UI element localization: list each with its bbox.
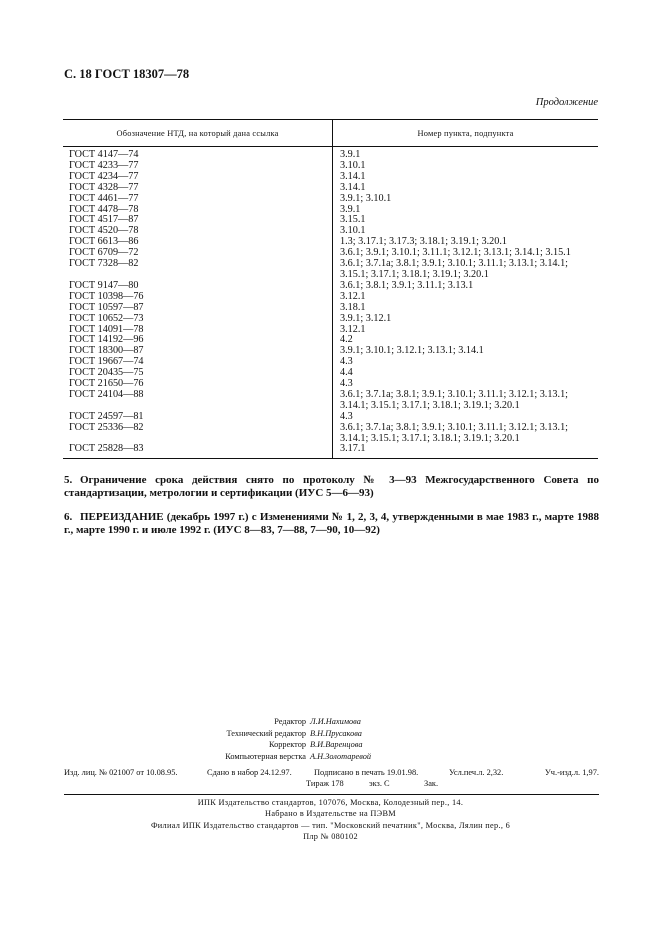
note-text: ПЕРЕИЗДАНИЕ (декабрь 1997 г.) с Изменениями № 1, 2, 3, 4, утвержденными в мае 1983 г., марте 1988 г., марте 1990 г. и июле 1992 г. (ИУС 8—83, 7—88, 7—90, 10—92)	[64, 511, 599, 536]
table-row	[63, 194, 598, 205]
column-header-document: Обозначение НТД, на который дана ссылка	[63, 120, 333, 147]
clause-line: 3.18.1	[340, 301, 366, 313]
print-sheets: Усл.печ.л. 2,32.	[449, 768, 504, 777]
clause-cell	[333, 161, 599, 172]
note-number: 5.	[64, 474, 73, 486]
clause-line: 1.3; 3.17.1; 3.17.3; 3.18.1; 3.19.1; 3.20.1	[340, 236, 507, 248]
credit-role: Технический редактор	[226, 728, 306, 738]
clause-cell	[333, 292, 599, 303]
circulation: Тираж 178	[306, 779, 344, 788]
credit-name: Л.И.Нахимова	[310, 717, 361, 726]
imprint-typesetting: Набрано в Издательстве на ПЭВМ	[265, 809, 396, 819]
license-number: Изд. лиц. № 021007 от 10.08.95.	[64, 768, 178, 777]
clause-cell	[333, 368, 599, 379]
clause-line: 3.15.1	[340, 214, 366, 226]
imprint-printer: Филиал ИПК Издательство стандартов — тип. "Московский печатник", Москва, Лялин пер., 6	[150, 820, 511, 830]
imprint-block	[0, 797, 661, 843]
document-cell: ГОСТ 25336—82	[63, 423, 333, 445]
copies-label: экз. С	[369, 779, 390, 788]
clause-cell	[333, 357, 599, 368]
clause-line: 3.14.1; 3.15.1; 3.17.1; 3.18.1; 3.19.1; 3.20.1	[340, 399, 520, 411]
document-cell: ГОСТ 10597—87	[63, 303, 333, 314]
document-cell: ГОСТ 4461—77	[63, 194, 333, 205]
credit-role: Редактор	[274, 717, 306, 726]
document-cell: ГОСТ 10398—76	[63, 292, 333, 303]
table-row	[63, 314, 598, 325]
document-cell: ГОСТ 4147—74	[63, 147, 333, 161]
document-cell: ГОСТ 14192—96	[63, 335, 333, 346]
column-header-clause: Номер пункта, подпункта	[333, 120, 599, 147]
credit-name: В.И.Варенцова	[310, 740, 363, 750]
credit-role: Компьютерная верстка	[225, 751, 306, 761]
note-number: 6.	[64, 511, 73, 523]
clause-line: 3.14.1	[340, 181, 366, 193]
clause-line: 4.3	[340, 410, 353, 422]
clause-line: 4.4	[340, 367, 353, 379]
credit-name: А.Н.Золотаревой	[310, 751, 371, 761]
document-cell: ГОСТ 14091—78	[63, 325, 333, 336]
table-row	[63, 161, 598, 172]
document-cell: ГОСТ 10652—73	[63, 314, 333, 325]
page-title: С. 18 ГОСТ 18307—78	[64, 67, 190, 81]
clause-line: 3.12.1	[340, 290, 366, 302]
clause-line: 3.14.1	[340, 170, 366, 182]
document-cell: ГОСТ 4520—78	[63, 226, 333, 237]
document-cell: ГОСТ 19667—74	[63, 357, 333, 368]
document-cell: ГОСТ 4517—87	[63, 215, 333, 226]
credit-tech-editor	[0, 728, 661, 740]
credit-role: Корректор	[269, 740, 306, 750]
table-row	[63, 215, 598, 226]
signed-date: Подписано в печать 19.01.98.	[314, 768, 419, 777]
clause-line: 3.14.1; 3.15.1; 3.17.1; 3.18.1; 3.19.1; 3.20.1	[340, 432, 520, 444]
clause-line: 3.10.1	[340, 225, 366, 237]
table-row	[63, 259, 598, 281]
clause-cell	[333, 423, 599, 445]
clause-cell	[333, 346, 599, 357]
clause-line: 3.9.1; 3.10.1	[340, 192, 392, 204]
document-cell: ГОСТ 25828—83	[63, 444, 333, 458]
clause-line: 3.9.1; 3.12.1	[340, 312, 392, 324]
clause-line: 3.10.1	[340, 159, 366, 171]
clause-line: 3.15.1; 3.17.1; 3.18.1; 3.19.1; 3.20.1	[340, 268, 489, 280]
table-row	[63, 423, 598, 445]
clause-cell	[333, 303, 599, 314]
document-cell: ГОСТ 4478—78	[63, 205, 333, 216]
clause-line: 3.9.1; 3.10.1; 3.12.1; 3.13.1; 3.14.1	[340, 345, 484, 357]
clause-line: 3.6.1; 3.8.1; 3.9.1; 3.11.1; 3.13.1	[340, 279, 474, 291]
credit-name: В.Н.Прусакова	[310, 728, 362, 738]
document-cell: ГОСТ 20435—75	[63, 368, 333, 379]
document-cell: ГОСТ 4233—77	[63, 161, 333, 172]
clause-cell	[333, 444, 599, 458]
clause-line: 3.6.1; 3.9.1; 3.10.1; 3.11.1; 3.12.1; 3.13.1; 3.14.1; 3.15.1	[340, 247, 571, 259]
imprint-license: Плр № 080102	[303, 832, 358, 842]
document-cell: ГОСТ 4328—77	[63, 183, 333, 194]
clause-cell	[333, 183, 599, 194]
typeset-date: Сдано в набор 24.12.97.	[207, 768, 292, 777]
publisher-sheets: Уч.-изд.л. 1,97.	[544, 768, 599, 777]
note-5	[64, 474, 599, 500]
document-cell: ГОСТ 24597—81	[63, 412, 333, 423]
continuation-label: Продолжение	[535, 97, 598, 108]
document-cell: ГОСТ 4234—77	[63, 172, 333, 183]
clause-line: 3.12.1	[340, 323, 366, 335]
references-table	[63, 119, 598, 459]
clause-line: 4.3	[340, 356, 353, 368]
table-row	[63, 183, 598, 194]
clause-line: 4.3	[340, 378, 353, 390]
clause-line: 4.2	[340, 334, 353, 346]
table-body	[63, 147, 598, 459]
document-cell: ГОСТ 6709—72	[63, 248, 333, 259]
document-cell: ГОСТ 6613—86	[63, 237, 333, 248]
document-cell: ГОСТ 9147—80	[63, 281, 333, 292]
table-header-row	[63, 120, 598, 147]
note-text: Ограничение срока действия снято по протоколу № 3—93 Межгосударственного Совета по стандартизации, метрологии и сертификации (ИУС 5—6—93)	[64, 474, 599, 499]
clause-line: 3.6.1; 3.7.1а; 3.8.1; 3.9.1; 3.10.1; 3.11.1; 3.12.1; 3.13.1;	[340, 421, 568, 433]
clause-cell	[333, 147, 599, 161]
clause-line: 3.9.1	[340, 203, 361, 215]
table-row	[63, 303, 598, 314]
clause-cell	[333, 205, 599, 216]
table-row	[63, 226, 598, 237]
clause-line: 3.6.1; 3.7.1а; 3.8.1; 3.9.1; 3.10.1; 3.11.1; 3.12.1; 3.13.1;	[340, 388, 568, 400]
document-cell: ГОСТ 24104—88	[63, 390, 333, 412]
credit-corrector	[0, 739, 661, 751]
imprint-publisher: ИПК Издательство стандартов, 107076, Москва, Колодезный пер., 14.	[197, 798, 464, 807]
clause-cell	[333, 314, 599, 325]
divider	[64, 794, 599, 795]
order-label: Зак.	[424, 779, 439, 788]
clause-line: 3.17.1	[340, 443, 366, 455]
clause-cell	[333, 194, 599, 205]
clause-cell	[333, 325, 599, 336]
table-row	[63, 147, 598, 161]
credit-layout	[0, 751, 661, 763]
clause-cell	[333, 390, 599, 412]
table-row	[63, 172, 598, 183]
note-6	[64, 511, 599, 537]
document-cell: ГОСТ 7328—82	[63, 259, 333, 281]
table-row	[63, 444, 598, 458]
clause-line: 3.9.1	[340, 149, 361, 160]
clause-cell	[333, 215, 599, 226]
document-cell: ГОСТ 21650—76	[63, 379, 333, 390]
document-cell: ГОСТ 18300—87	[63, 346, 333, 357]
clause-line: 3.6.1; 3.7.1а; 3.8.1; 3.9.1; 3.10.1; 3.11.1; 3.13.1; 3.14.1;	[340, 258, 568, 270]
table-row	[63, 390, 598, 412]
clause-cell	[333, 281, 599, 292]
credits-block	[0, 716, 661, 762]
credit-editor	[0, 716, 661, 728]
clause-cell	[333, 172, 599, 183]
clause-cell	[333, 259, 599, 281]
table-row	[63, 205, 598, 216]
